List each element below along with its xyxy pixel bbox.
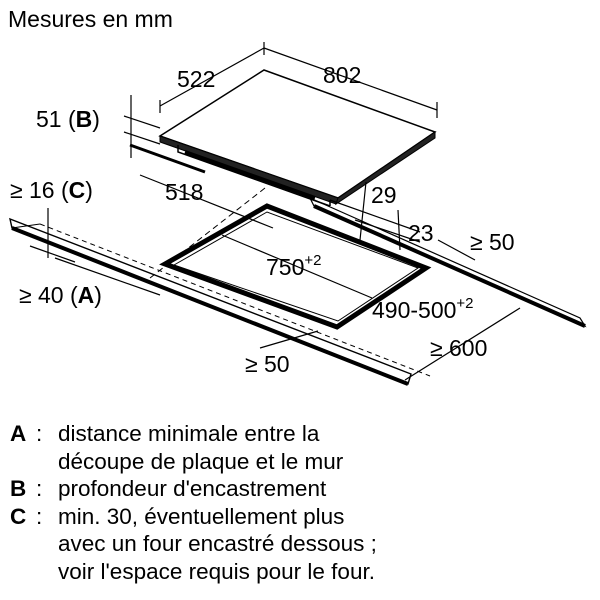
legend-item-b	[10, 475, 595, 503]
clearance-label	[10, 177, 93, 203]
cutout-depth-range-tolerance: +2	[456, 295, 474, 312]
side-clearance-label: ≥ 50	[470, 229, 515, 255]
thickness-close: )	[92, 106, 100, 132]
thickness-label	[36, 106, 100, 132]
legend-text: min. 30, éventuellement plus	[58, 503, 345, 529]
cutout-width-label	[266, 252, 321, 280]
cutout-depth-label: 518	[165, 179, 204, 205]
cutout-depth-range-value: 490-500	[372, 297, 457, 323]
legend-key: C	[10, 503, 27, 529]
legend-colon: :	[36, 476, 43, 501]
cutout-depth-range-label	[372, 295, 474, 323]
legend-colon: :	[36, 421, 43, 446]
hob-depth-label: 522	[177, 66, 216, 92]
legend-text: distance minimale entre la	[58, 421, 320, 446]
wall-distance-close: )	[94, 282, 102, 308]
legend-item-c	[10, 503, 595, 531]
diagram-title: Mesures en mm	[8, 6, 173, 32]
clearance-key: C	[68, 177, 86, 203]
wall-distance-key: A	[77, 282, 95, 308]
legend-text: avec un four encastré dessous ;	[58, 531, 377, 556]
legend-text: profondeur d'encastrement	[58, 476, 327, 501]
edge-offset-label: 23	[408, 220, 434, 246]
legend-key: A	[10, 421, 27, 446]
cutout-width-tolerance: +2	[304, 252, 322, 269]
clearance-open: (	[54, 177, 69, 203]
cutout-width-value: 750	[266, 254, 305, 280]
front-clearance-label: ≥ 50	[245, 351, 290, 377]
clearance-value: ≥ 16	[10, 177, 55, 203]
hob-width-label: 802	[323, 62, 362, 88]
thickness-open: (	[61, 106, 76, 132]
wall-distance-label	[19, 282, 102, 308]
legend-text: voir l'espace requis pour le four.	[58, 558, 375, 584]
legend-item-a	[10, 420, 595, 448]
thickness-key: B	[75, 106, 93, 132]
clearance-close: )	[85, 177, 93, 203]
legend	[10, 420, 595, 585]
legend-text: découpe de plaque et le mur	[58, 448, 344, 474]
wall-distance-value: ≥ 40	[19, 282, 64, 308]
wall-distance-open: (	[63, 282, 78, 308]
edge-height-label: 29	[371, 182, 397, 208]
legend-key: B	[10, 476, 27, 501]
worktop-depth-label: ≥ 600	[430, 335, 488, 361]
thickness-value: 51	[36, 106, 62, 132]
legend-colon: :	[36, 503, 43, 529]
